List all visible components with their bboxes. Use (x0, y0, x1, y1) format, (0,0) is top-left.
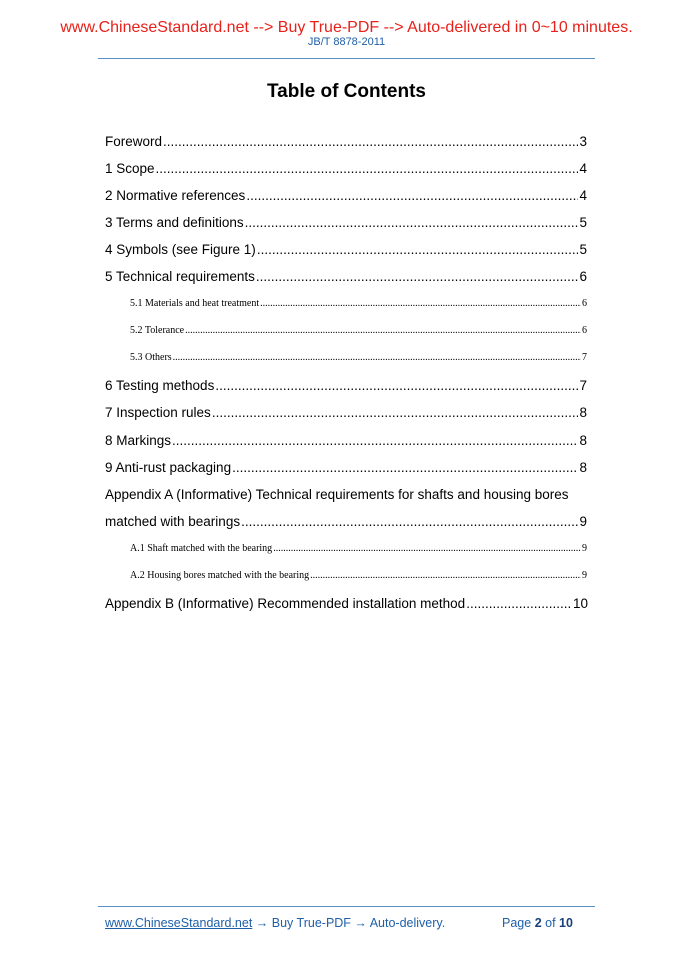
leader-dots (260, 298, 581, 309)
toc-page-number: 8 (579, 460, 587, 475)
leader-dots (257, 242, 579, 257)
toc-entry-label: 5.2 Tolerance (130, 325, 185, 336)
toc-page-number: 6 (579, 269, 587, 284)
toc-entry-shaft-bearing[interactable] (130, 543, 587, 554)
current-page-number: 2 (534, 916, 542, 930)
leader-dots (163, 134, 578, 149)
footer-promo-text: → Buy True-PDF → Auto-delivery. (252, 916, 446, 930)
toc-page-number: 10 (572, 596, 588, 611)
toc-entry-label: 3 Terms and definitions (105, 215, 244, 230)
toc-entry-technical-requirements[interactable] (105, 269, 587, 284)
toc-page-number: 6 (582, 325, 587, 336)
leader-dots (241, 514, 578, 529)
toc-page-number: 5 (579, 242, 587, 257)
toc-page-number: 9 (582, 543, 587, 554)
page-title: Table of Contents (266, 81, 427, 102)
toc-entry-appendix-a[interactable] (105, 514, 587, 529)
leader-dots (273, 543, 581, 554)
toc-entry-label: Foreword (105, 134, 163, 149)
footer-promo (105, 916, 445, 930)
toc-entry-scope[interactable] (105, 161, 587, 176)
footer-divider (98, 906, 595, 907)
toc-entry-tolerance[interactable] (130, 325, 587, 336)
of-word: of (545, 916, 556, 930)
toc-entry-markings[interactable] (105, 433, 587, 448)
leader-dots (172, 433, 578, 448)
promo-banner[interactable]: www.ChineseStandard.net --> Buy True-PDF --> Auto-delivered in 0~10 minutes. (60, 19, 633, 36)
toc-page-number: 9 (579, 514, 587, 529)
toc-page-number: 4 (579, 161, 587, 176)
page-word: Page (502, 916, 532, 930)
toc-entry-foreword[interactable] (105, 134, 587, 149)
toc-entry-others[interactable] (130, 352, 587, 363)
toc-entry-materials-heat-treatment[interactable] (130, 298, 587, 309)
footer-link[interactable]: www.ChineseStandard.net (105, 916, 253, 930)
toc-page-number: 6 (582, 298, 587, 309)
leader-dots (246, 188, 578, 203)
toc-entry-label: 8 Markings (105, 433, 172, 448)
toc-page-number: 9 (582, 570, 587, 581)
toc-entry-inspection-rules[interactable] (105, 405, 587, 420)
page-indicator (502, 916, 573, 930)
document-code: JB/T 8878-2011 (307, 36, 386, 48)
toc-entry-label: Appendix B (Informative) Recommended installation method (105, 596, 466, 611)
toc-entry-appendix-b[interactable] (105, 596, 588, 611)
total-pages: 10 (559, 916, 573, 930)
leader-dots (232, 460, 578, 475)
toc-entry-label: 1 Scope (105, 161, 155, 176)
leader-dots (173, 352, 581, 363)
leader-dots (215, 378, 578, 393)
toc-entry-label: A.2 Housing bores matched with the bearing (130, 570, 310, 581)
toc-entry-normative-references[interactable] (105, 188, 587, 203)
toc-entry-appendix-a-line1[interactable]: Appendix A (Informative) Technical requirements for shafts and housing bores (105, 487, 569, 502)
toc-entry-label: 4 Symbols (see Figure 1) (105, 242, 256, 257)
toc-entry-testing-methods[interactable] (105, 378, 587, 393)
toc-entry-label: 2 Normative references (105, 188, 246, 203)
leader-dots (466, 596, 572, 611)
leader-dots (156, 161, 579, 176)
leader-dots (256, 269, 579, 284)
toc-entry-housing-bores[interactable] (130, 570, 587, 581)
toc-entry-label: 5.3 Others (130, 352, 172, 363)
leader-dots (212, 405, 579, 420)
toc-entry-label: 7 Inspection rules (105, 405, 211, 420)
header-divider (98, 58, 595, 59)
toc-entry-label: A.1 Shaft matched with the bearing (130, 543, 273, 554)
toc-page-number: 3 (579, 134, 587, 149)
toc-page-number: 8 (579, 433, 587, 448)
toc-entry-terms-definitions[interactable] (105, 215, 587, 230)
toc-page-number: 7 (582, 352, 587, 363)
toc-page-number: 5 (579, 215, 587, 230)
leader-dots (310, 570, 581, 581)
toc-page-number: 7 (579, 378, 587, 393)
toc-entry-symbols[interactable] (105, 242, 587, 257)
toc-page-number: 8 (579, 405, 587, 420)
toc-entry-label: matched with bearings (105, 514, 241, 529)
toc-entry-label: 5.1 Materials and heat treatment (130, 298, 260, 309)
toc-entry-label: 9 Anti-rust packaging (105, 460, 232, 475)
leader-dots (185, 325, 581, 336)
toc-entry-anti-rust-packaging[interactable] (105, 460, 587, 475)
leader-dots (245, 215, 579, 230)
toc-page-number: 4 (579, 188, 587, 203)
toc-entry-label: 5 Technical requirements (105, 269, 255, 284)
toc-entry-label: 6 Testing methods (105, 378, 215, 393)
